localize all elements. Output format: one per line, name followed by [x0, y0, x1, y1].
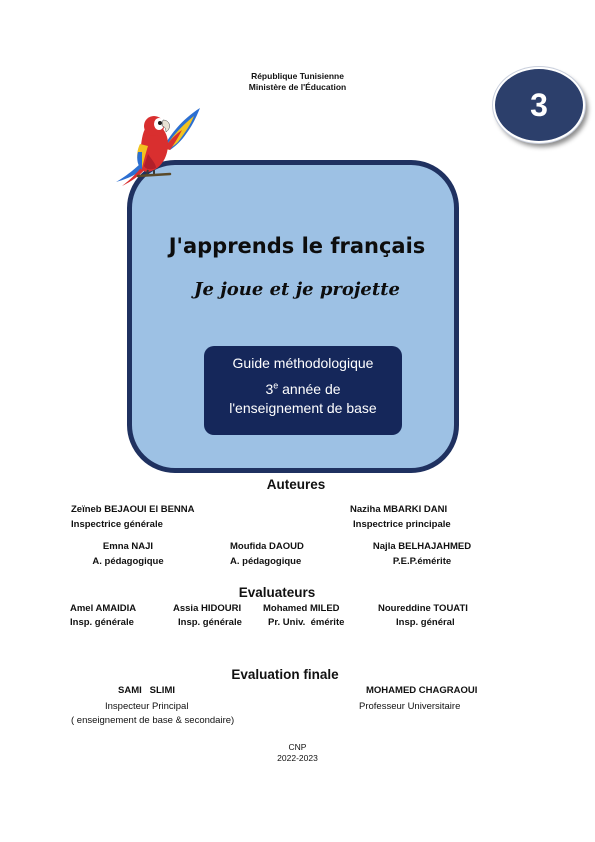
book-subtitle: Je joue et je projette: [194, 279, 400, 300]
final-evaluator-role: Inspecteur Principal: [105, 701, 189, 712]
author-role: Inspectrice principale: [353, 519, 451, 530]
authors-heading: Auteures: [266, 477, 326, 492]
author-role: Inspectrice générale: [71, 519, 163, 530]
year-label: 2022-2023: [277, 753, 318, 763]
ministry-label: Ministère de l'Éducation: [248, 82, 347, 92]
author-name: Emna NAJI: [102, 541, 154, 552]
final-evaluator-name: MOHAMED CHAGRAOUI: [366, 685, 478, 696]
guide-label: Guide méthodologique: [232, 355, 374, 371]
parrot-icon: [112, 104, 207, 188]
author-role: A. pédagogique: [230, 556, 302, 567]
evaluator-role: Insp. générale: [70, 617, 134, 628]
evaluator-name: Mohamed MILED: [263, 603, 340, 614]
final-evaluator-role-detail: ( enseignement de base & secondaire): [71, 715, 235, 726]
evaluator-name: Noureddine TOUATI: [378, 603, 468, 614]
evaluator-role: Insp. générale: [178, 617, 242, 628]
guide-box: [204, 346, 402, 435]
evaluators-heading: Evaluateurs: [238, 585, 316, 600]
evaluator-role: Insp. général: [396, 617, 455, 628]
level-line: l'enseignement de base: [229, 400, 377, 416]
evaluator-role: Pr. Univ. émérite: [268, 617, 345, 628]
grade-line-rest: année de: [278, 381, 341, 397]
evaluator-name: Assia HIDOURI: [173, 603, 242, 614]
publisher-label: CNP: [288, 742, 307, 752]
grade-line-number: 3: [265, 381, 274, 397]
final-evaluation-heading: Evaluation finale: [231, 667, 339, 682]
evaluator-name: Amel AMAIDIA: [70, 603, 137, 614]
final-evaluator-name: SAMI SLIMI: [118, 685, 175, 696]
author-role: P.E.P.émérite: [392, 556, 452, 567]
grade-badge: [493, 67, 585, 143]
book-title: J'apprends le français: [168, 234, 426, 258]
grade-line: [204, 380, 402, 399]
republic-label: République Tunisienne: [251, 71, 344, 81]
author-name: Zeïneb BEJAOUI El BENNA: [71, 504, 195, 515]
author-name: Naziha MBARKI DANI: [350, 504, 448, 515]
author-role: A. pédagogique: [92, 556, 164, 567]
author-name: Najla BELHAJAHMED: [372, 541, 472, 552]
grade-line-sup: e: [273, 380, 279, 391]
author-name: Moufida DAOUD: [230, 541, 304, 552]
footer: [0, 742, 595, 764]
grade-number: 3: [530, 86, 548, 123]
final-evaluator-role: Professeur Universitaire: [359, 701, 461, 712]
